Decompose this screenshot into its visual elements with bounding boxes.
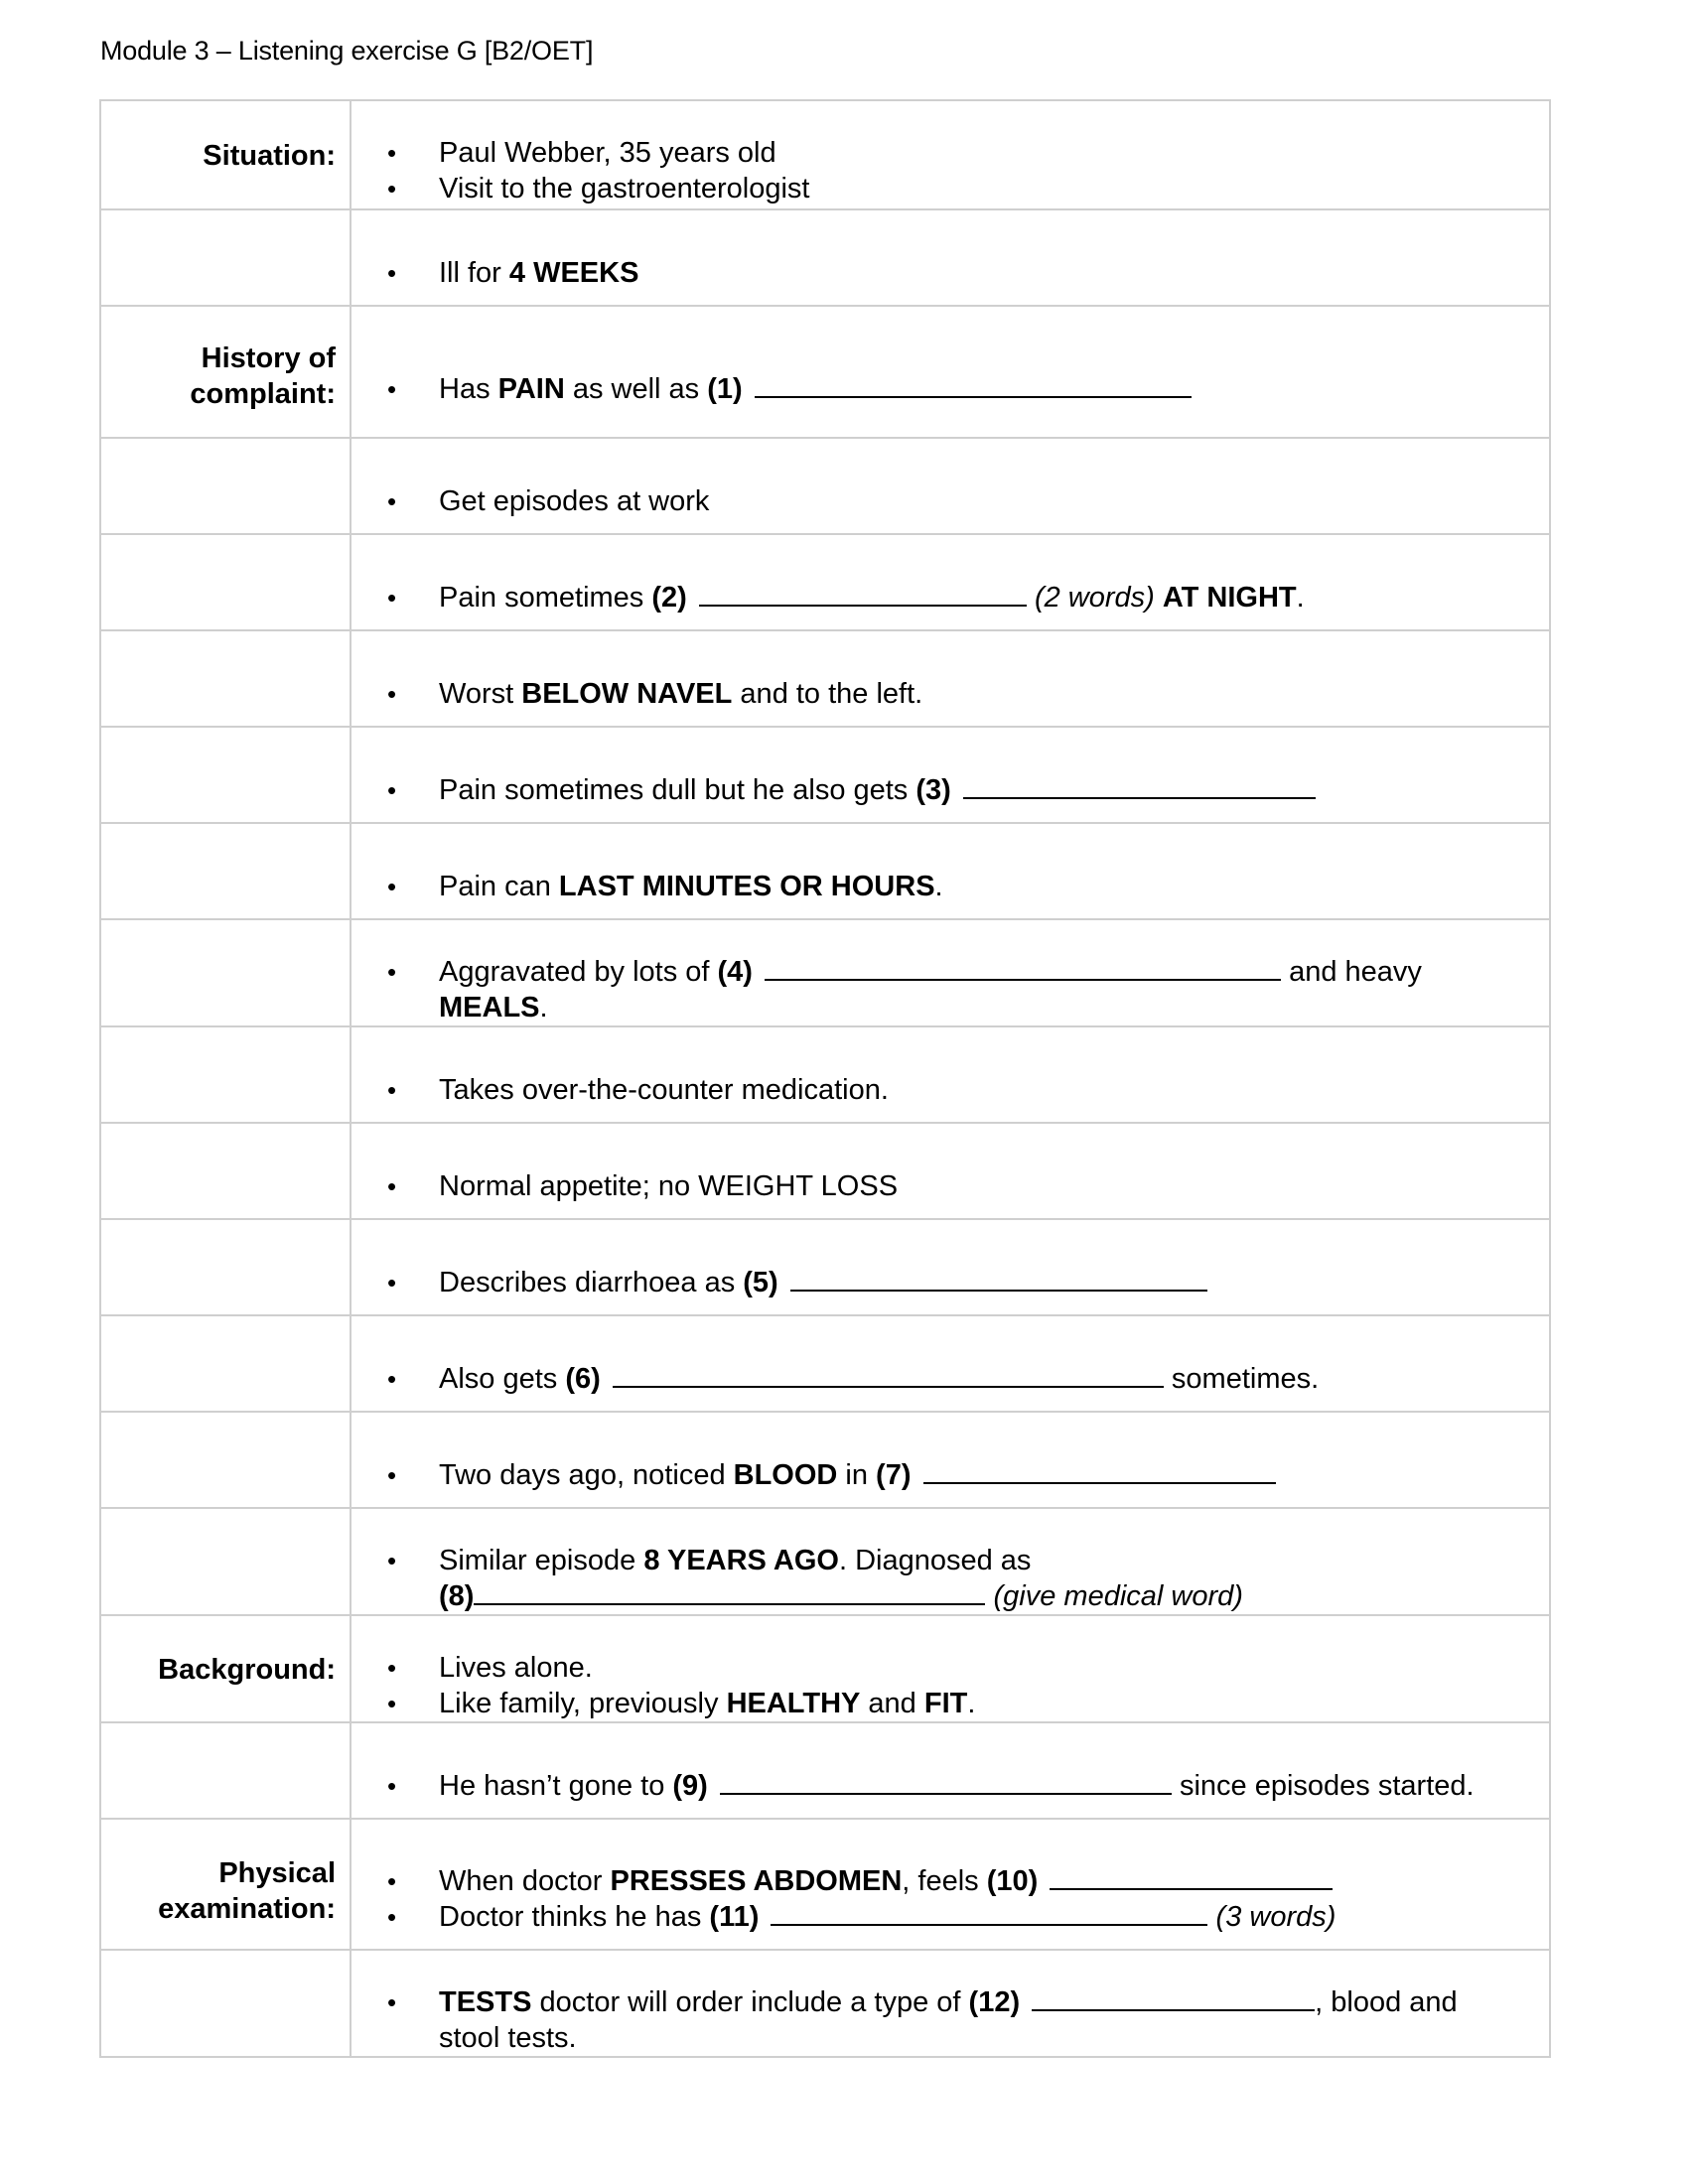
- row-otc: [100, 1026, 1550, 1123]
- answer-blank-11[interactable]: [771, 1902, 1207, 1926]
- answer-blank-2[interactable]: [699, 583, 1027, 607]
- row-dull: [100, 727, 1550, 823]
- answer-blank-6[interactable]: [613, 1364, 1164, 1388]
- bullet-last: • Pain can LAST MINUTES OR HOURS.: [352, 869, 1549, 904]
- row-diarrhoea: [100, 1219, 1550, 1315]
- bullet-diarrhoea: • Describes diarrhoea as (5): [352, 1265, 1549, 1300]
- bullet-night: • Pain sometimes (2) (2 words) AT NIGHT.: [352, 580, 1549, 615]
- answer-blank-8[interactable]: [474, 1581, 985, 1605]
- row-blood: [100, 1412, 1550, 1508]
- answer-blank-9[interactable]: [720, 1771, 1172, 1795]
- label-situation: Situation:: [100, 100, 351, 209]
- row-appetite: [100, 1123, 1550, 1219]
- row-tests: [100, 1950, 1550, 2057]
- bullet-pain: • Has PAIN as well as (1): [352, 371, 1549, 407]
- answer-blank-12[interactable]: [1032, 1987, 1315, 2011]
- row-aggravated: [100, 919, 1550, 1026]
- row-similar: [100, 1508, 1550, 1615]
- bullet-blood: • Two days ago, noticed BLOOD in (7): [352, 1457, 1549, 1493]
- document-title: Module 3 – Listening exercise G [B2/OET]: [100, 36, 594, 66]
- answer-blank-1[interactable]: [755, 374, 1192, 398]
- bullet-lives-alone: • Lives alone.: [352, 1650, 1549, 1686]
- row-background: [100, 1615, 1550, 1722]
- bullet-tests: • TESTS doctor will order include a type of (12) , blood and stool tests.: [352, 1984, 1549, 2056]
- answer-blank-10[interactable]: [1050, 1866, 1333, 1890]
- answer-blank-7[interactable]: [923, 1460, 1276, 1484]
- row-physical: [100, 1819, 1550, 1950]
- row-gone: [100, 1722, 1550, 1819]
- bullet-presses: • When doctor PRESSES ABDOMEN, feels (10): [352, 1863, 1549, 1899]
- bullet-similar: • Similar episode 8 YEARS AGO. Diagnosed as (8) (give medical word): [352, 1543, 1549, 1614]
- row-situation: [100, 100, 1550, 209]
- label-history: History of complaint:: [100, 306, 351, 438]
- label-physical: Physical examination:: [100, 1819, 351, 1950]
- bullet-appetite: • Normal appetite; no WEIGHT LOSS: [352, 1168, 1549, 1204]
- row-last: [100, 823, 1550, 919]
- exercise-table: [99, 99, 1551, 2058]
- bullet-healthy: • Like family, previously HEALTHY and FIT.: [352, 1686, 1549, 1721]
- row-night: [100, 534, 1550, 630]
- answer-blank-3[interactable]: [963, 775, 1316, 799]
- row-pain: [100, 306, 1550, 438]
- row-episodes: [100, 438, 1550, 534]
- bullet-aggravated: • Aggravated by lots of (4) and heavy MEALS.: [352, 954, 1549, 1025]
- bullet-ill: • Ill for 4 WEEKS: [352, 255, 1549, 291]
- answer-blank-4[interactable]: [765, 957, 1281, 981]
- bullet-otc: • Takes over-the-counter medication.: [352, 1072, 1549, 1108]
- answer-blank-5[interactable]: [790, 1268, 1207, 1292]
- bullet-navel: • Worst BELOW NAVEL and to the left.: [352, 676, 1549, 712]
- bullet-situation-name: • Paul Webber, 35 years old: [352, 135, 1549, 171]
- bullet-dull: • Pain sometimes dull but he also gets (3): [352, 772, 1549, 808]
- bullet-gone: • He hasn’t gone to (9) since episodes started.: [352, 1768, 1549, 1804]
- row-ill: [100, 209, 1550, 306]
- bullet-thinks: • Doctor thinks he has (11) (3 words): [352, 1899, 1549, 1935]
- bullet-episodes: • Get episodes at work: [352, 483, 1549, 519]
- bullet-also: • Also gets (6) sometimes.: [352, 1361, 1549, 1397]
- label-background: Background:: [100, 1615, 351, 1722]
- row-navel: [100, 630, 1550, 727]
- bullet-situation-visit: • Visit to the gastroenterologist: [352, 171, 1549, 206]
- row-also: [100, 1315, 1550, 1412]
